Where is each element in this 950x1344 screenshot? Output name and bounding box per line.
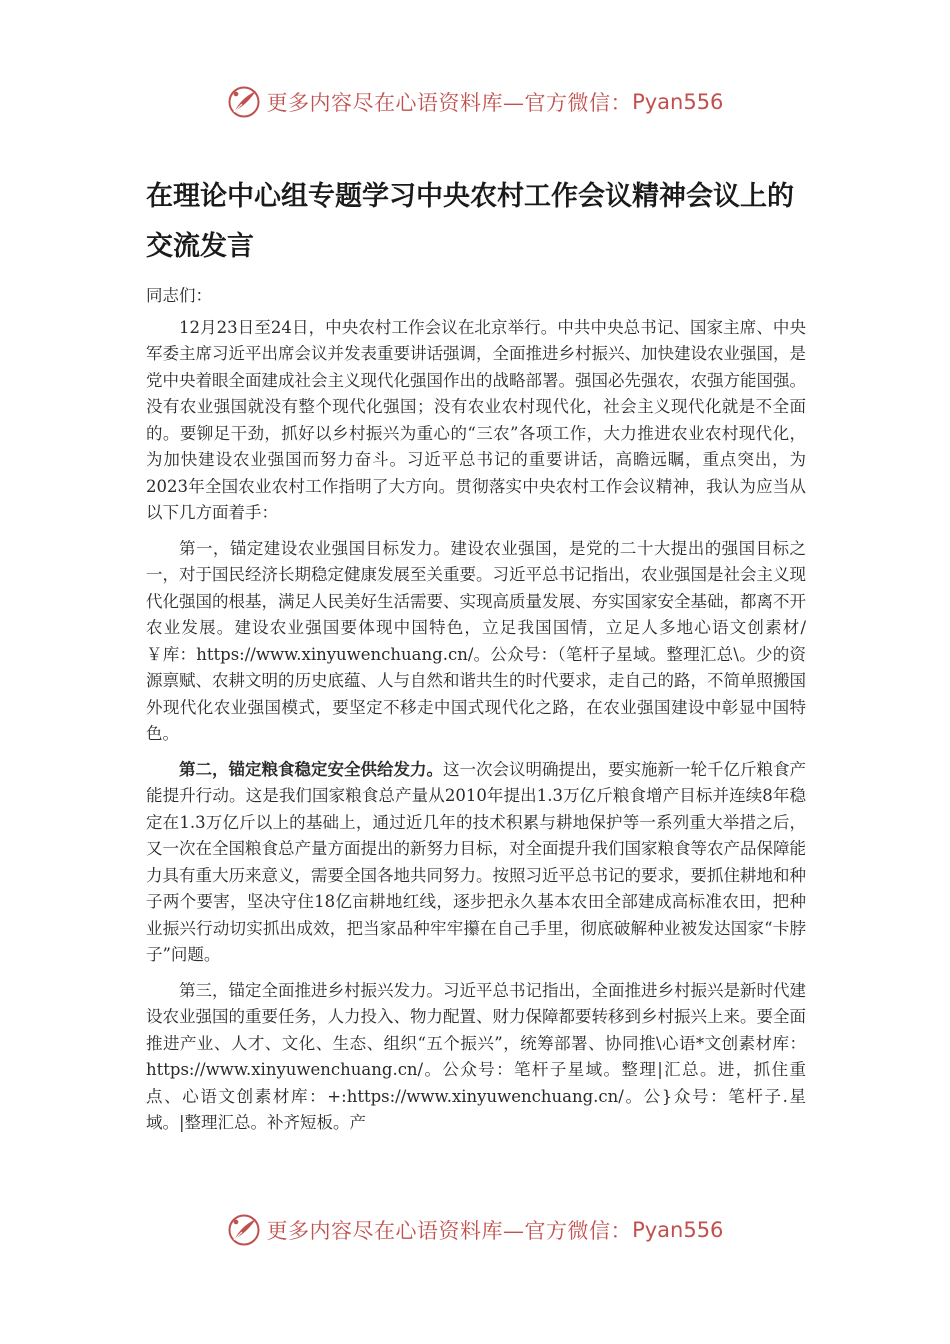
paragraph-text: 这一次会议明确提出，要实施新一轮千亿斤粮食产能提升行动。这是我们国家粮食总产量从2010年提出1.3万亿斤粮食增产目标并连续8年稳定在1.3万亿斤以上的基础上，通过近几年的技术积累与耕地保护等一系列重大举措之后，又一次在全国粮食总产量方面提出的新努力目标，对全面提升我们国家粮食等农产品保障能力具有重大历来意义，需要全国各地共同努力。按照习近平总书记的要求，要抓住耕地和种子两个要害，坚决守住18亿亩耕地红线，逐步把永久基本农田全部建成高标准农田，把种业振兴行动切实抓出成效，把当家品种牢牢攥在自己手里，彻底破解种业被发达国家“卡脖子”问题。	[146, 759, 806, 964]
banner-text: 更多内容尽在心语资料库—官方微信：	[266, 91, 633, 115]
header-banner	[0, 82, 950, 122]
paragraph-first	[146, 536, 806, 748]
document-title: 在理论中心组专题学习中央农村工作会议精神会议上的交流发言	[146, 181, 794, 262]
banner-wechat-id: Pyan556	[632, 1218, 724, 1242]
quill-logo-icon	[227, 1213, 261, 1247]
paragraph-intro	[146, 315, 806, 527]
salutation: 同志们：	[146, 286, 212, 305]
paragraph-lead: 第二，锚定粮食稳定安全供给发力。	[179, 759, 443, 779]
paragraph-third	[146, 978, 806, 1137]
paragraph-text: 第一，锚定建设农业强国目标发力。建设农业强国，是党的二十大提出的强国目标之一，对于国民经济长期稳定健康发展至关重要。习近平总书记指出，农业强国是社会主义现代化强国的根基，满足人民美好生活需要、实现高质量发展、夯实国家安全基础，都离不开农业发展。建设农业强国要体现中国特色，立足我国国情，立足人多地心语文创素材/￥库：https://www.xinyuwenchuang.cn/。公众号：（笔杆子星域。整理汇总\。少的资源禀赋、农耕文明的历史底蕴、人与自然和谐共生的时代要求，走自己的路，不简单照搬国外现代化农业强国模式，要坚定不移走中国式现代化之路，在农业强国建设中彰显中国特色。	[146, 538, 806, 743]
footer-banner	[0, 1210, 950, 1250]
banner-text: 更多内容尽在心语资料库—官方微信：	[266, 1219, 633, 1243]
quill-logo-icon	[227, 85, 261, 119]
paragraph-text: 12月23日至24日，中央农村工作会议在北京举行。中共中央总书记、国家主席、中央军委主席习近平出席会议并发表重要讲话强调，全面推进乡村振兴、加快建设农业强国，是党中央着眼全面建成社会主义现代化强国作出的战略部署。强国必先强农，农强方能国强。没有农业强国就没有整个现代化强国；没有农业农村现代化，社会主义现代化就是不全面的。要铆足干劲，抓好以乡村振兴为重心的“三农”各项工作，大力推进农业农村现代化，为加快建设农业强国而努力奋斗。习近平总书记的重要讲话，高瞻远瞩，重点突出，为2023年全国农业农村工作指明了大方向。贯彻落实中央农村工作会议精神，我认为应当从以下几方面着手：	[146, 317, 806, 522]
paragraph-second	[146, 757, 806, 969]
banner-wechat-id: Pyan556	[632, 90, 724, 114]
paragraph-text: 第三，锚定全面推进乡村振兴发力。习近平总书记指出，全面推进乡村振兴是新时代建设农业强国的重要任务，人力投入、物力配置、财力保障都要转移到乡村振兴上来。要全面推进产业、人才、文化、生态、组织“五个振兴”，统筹部署、协同推\心语*文创素材库：https://www.xinyuwenchuang.cn/。公众号：笔杆子星域。整理|汇总。进，抓住重点、心语文创素材库：+:https://www.xinyuwenchuang.cn/。公}众号：笔杆子.星域。|整理汇总。补齐短板。产	[146, 980, 806, 1132]
document-body	[146, 283, 806, 1146]
